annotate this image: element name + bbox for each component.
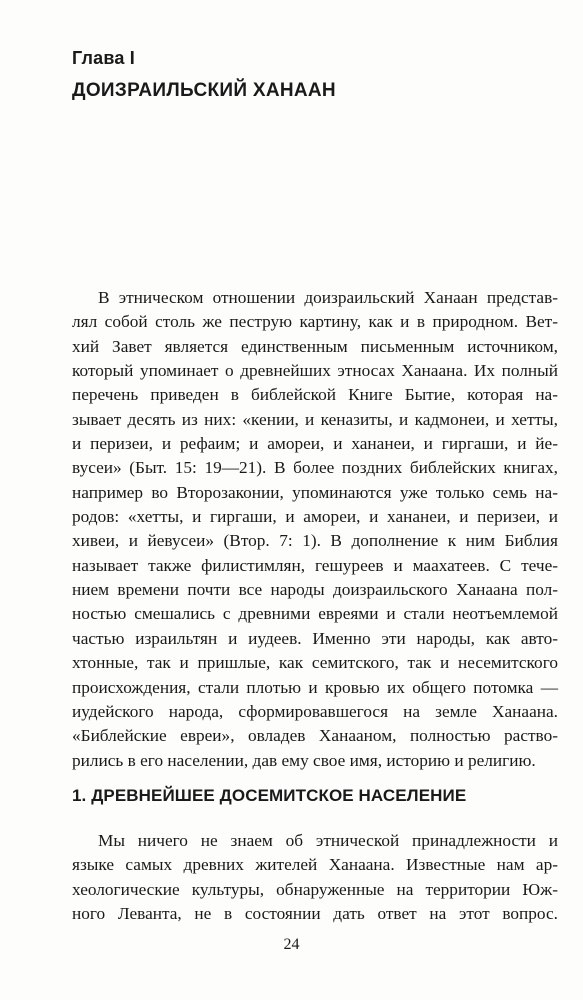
text-line: хеологические культуры, обнаруженные на территории Юж- [72, 879, 558, 899]
text-line: который упоминает о древнейших этносах Ханаана. Их полный [72, 361, 558, 381]
text-line: В этническом отношении доизраильский Ханаан представ- [98, 288, 558, 307]
text-line: рились в его населении, дав ему свое имя, историю и религию. [72, 750, 536, 770]
text-line: нием времени почти все народы доизраильского Ханаана пол- [72, 580, 558, 600]
text-line: например во Второзаконии, упоминаются уже только семь на- [72, 482, 558, 502]
text-line: ностью смешались с древними евреями и стали неотъемлемой [72, 604, 558, 624]
chapter-title: ДОИЗРАИЛЬСКИЙ ХАНААН [72, 80, 336, 101]
paragraph-ethnic-overview [72, 286, 558, 773]
text-line: ного Леванта, не в состоянии дать ответ на этот вопрос. [72, 904, 558, 924]
text-line: происхождения, стали плотью и кровью их общего потомка — [72, 677, 558, 697]
chapter-label: Глава I [72, 48, 135, 68]
text-line: иудейского народа, сформировавшегося на земле Ханаана. [72, 701, 558, 721]
text-line: хивеи, и йевусеи» (Втор. 7: 1). В дополнение к ним Библия [72, 531, 558, 551]
paragraph-earliest-population [72, 829, 558, 926]
text-line: частью израильтян и иудеев. Именно эти народы, как авто- [72, 628, 558, 648]
text-line: лял собой столь же пеструю картину, как и в природном. Вет- [72, 312, 558, 332]
text-line: хий Завет является единственным письменным источником, [72, 336, 558, 356]
text-line: и перизеи, и рефаим; и амореи, и хананеи, и гиргаши, и йе- [72, 434, 558, 454]
text-line: языке самых древних жителей Ханаана. Известные нам ар- [72, 855, 558, 875]
text-line: зывает десять из них: «кении, и кеназиты, и кадмонеи, и хетты, [72, 409, 558, 429]
text-line: родов: «хетты, и гиргаши, и амореи, и хананеи, и перизеи, и [72, 507, 558, 527]
text-line: вусеи» (Быт. 15: 19—21). В более поздних библейских книгах, [72, 458, 558, 478]
text-line: хтонные, так и пришлые, как семитского, так и несемитского [72, 653, 558, 673]
text-line: перечень приведен в библейской Книге Бытие, которая на- [72, 385, 558, 405]
section-heading: 1. ДРЕВНЕЙШЕЕ ДОСЕМИТСКОЕ НАСЕЛЕНИЕ [72, 786, 467, 805]
text-line: «Библейские евреи», овладев Ханааном, полностью раство- [72, 726, 558, 746]
text-line: Мы ничего не знаем об этнической принадлежности и [98, 831, 558, 850]
text-line: называет также филистимлян, гешуреев и маахатеев. С тече- [72, 555, 558, 575]
page-number: 24 [283, 936, 300, 953]
